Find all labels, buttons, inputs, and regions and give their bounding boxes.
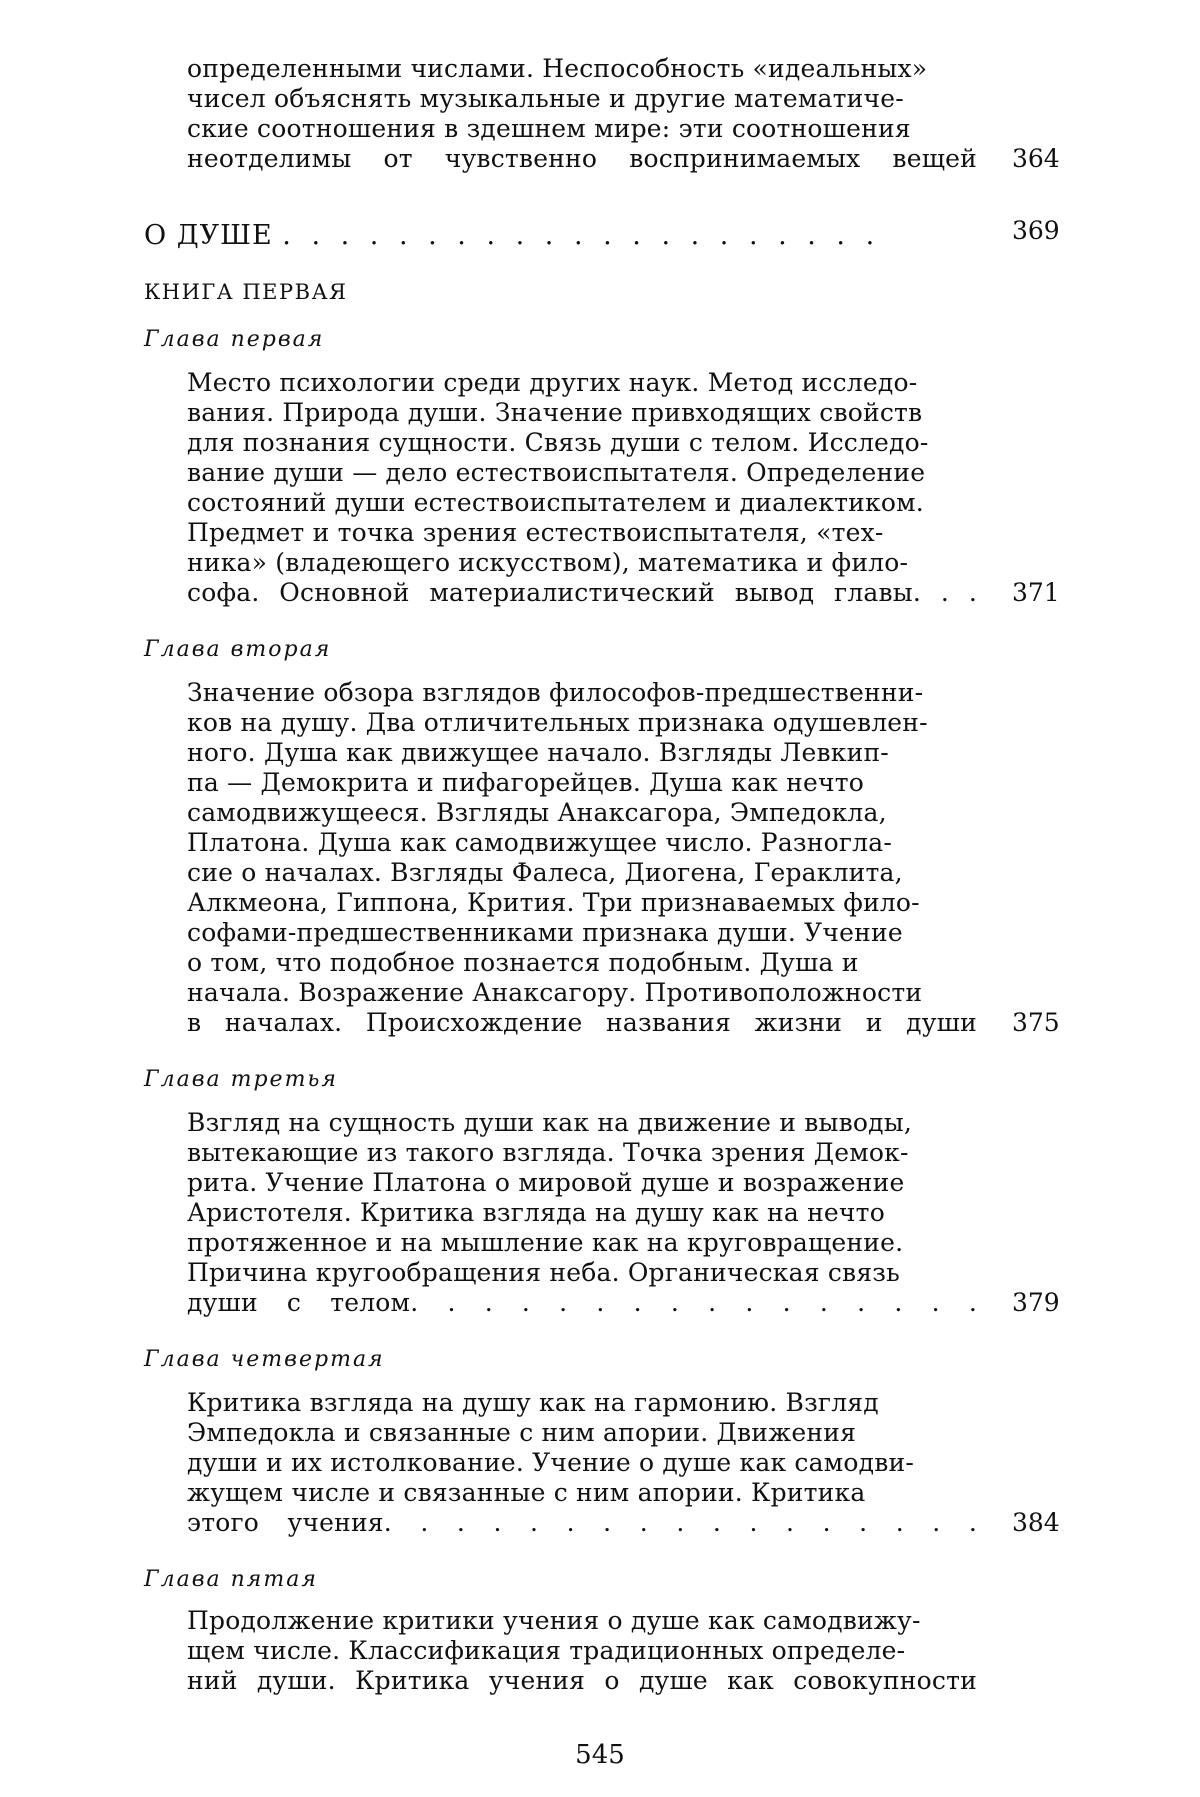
text-line: неотделимы от чувственно воспринимаемых вещей — [187, 144, 977, 173]
text-line: рита. Учение Платона о мировой душе и возражение — [187, 1168, 905, 1197]
page-number-ch3: 379 — [1012, 1288, 1060, 1317]
text-line: па — Демокрита и пифагорейцев. Душа как нечто — [187, 768, 865, 797]
toc-entry-ch4 — [187, 1388, 977, 1538]
leader-dots: . . . . . . . . . . . . . . . . . . . . . — [282, 220, 881, 251]
page-number-ch4: 384 — [1012, 1508, 1060, 1537]
toc-entry-top — [187, 54, 977, 174]
text-line: самодвижущееся. Взгляды Анаксагора, Эмпедокла, — [187, 798, 887, 827]
text-line: Место психологии среди других наук. Метод исследо- — [187, 368, 918, 397]
text-line: сие о началах. Взгляды Фалеса, Диогена, Гераклита, — [187, 858, 903, 887]
text-line: о том, что подобное познается подобным. Душа и — [187, 948, 859, 977]
text-line: Алкмеона, Гиппона, Крития. Три признаваемых фило- — [187, 888, 920, 917]
text-line: ний души. Критика учения о душе как совокупности — [187, 1666, 977, 1695]
section-heading — [144, 220, 880, 252]
text-line: ские соотношения в здешнем мире: эти соотношения — [187, 114, 911, 143]
toc-entry-ch3 — [187, 1108, 977, 1318]
text-line: Критика взгляда на душу как на гармонию. Взгляд — [187, 1388, 879, 1417]
text-line: Продолжение критики учения о душе как самодвижу- — [187, 1606, 921, 1635]
text-line: Аристотеля. Критика взгляда на душу как на нечто — [187, 1198, 885, 1227]
text-line: жущем числе и связанные с ним апории. Критика — [187, 1478, 866, 1507]
section-title: О ДУШЕ — [144, 220, 273, 251]
text-line: души и их истолкование. Учение о душе как самодви- — [187, 1448, 914, 1477]
text-line: щем числе. Классификация традиционных определе- — [187, 1636, 906, 1665]
text-line: протяженное и на мышление как на круговращение. — [187, 1228, 904, 1257]
text-line: для познания сущности. Связь души с телом. Исследо- — [187, 428, 929, 457]
text-line: Эмпедокла и связанные с ним апории. Движения — [187, 1418, 857, 1447]
text-line: ника» (владеющего искусством), математика и фило- — [187, 548, 909, 577]
chapter-title-3: Глава третья — [144, 1067, 338, 1092]
footer-page-number: 545 — [575, 1740, 625, 1770]
text-line: софами-предшественниками признака души. Учение — [187, 918, 903, 947]
page-number-ch2: 375 — [1012, 1008, 1060, 1037]
text-line: состояний души естествоиспытателем и диалектиком. — [187, 488, 924, 517]
chapter-title-4: Глава четвертая — [144, 1347, 385, 1372]
text-line: софа. Основной материалистический вывод главы. . . — [187, 578, 977, 607]
chapter-title-5: Глава пятая — [144, 1567, 318, 1592]
text-line: ного. Душа как движущее начало. Взгляды Левкип- — [187, 738, 889, 767]
chapter-title-2: Глава вторая — [144, 637, 332, 662]
text-line: Причина кругообращения неба. Органическая связь — [187, 1258, 900, 1287]
text-line: вания. Природа души. Значение привходящих свойств — [187, 398, 923, 427]
chapter-title-1: Глава первая — [144, 327, 325, 352]
text-line: этого учения. . . . . . . . . . . . . . . . . — [187, 1508, 977, 1537]
text-line: Платона. Душа как самодвижущее число. Разногла- — [187, 828, 893, 857]
text-line: Взгляд на сущность души как на движение и выводы, — [187, 1108, 912, 1137]
text-line: в началах. Происхождение названия жизни и души — [187, 1008, 977, 1037]
text-line: вытекающие из такого взгляда. Точка зрения Демок- — [187, 1138, 909, 1167]
text-line: ков на душу. Два отличительных признака одушевлен- — [187, 708, 928, 737]
toc-entry-ch1 — [187, 368, 977, 608]
text-line: начала. Возражение Анаксагору. Противоположности — [187, 978, 923, 1007]
text-line: Значение обзора взглядов философов-предшественни- — [187, 678, 924, 707]
page-number-top: 364 — [1012, 144, 1060, 173]
text-line: определенными числами. Неспособность «идеальных» — [187, 54, 928, 83]
text-line: чисел объяснять музыкальные и другие математиче- — [187, 84, 904, 113]
page-number-ch1: 371 — [1012, 578, 1060, 607]
toc-entry-ch5 — [187, 1606, 977, 1696]
text-line: вание души — дело естествоиспытателя. Определение — [187, 458, 926, 487]
text-line: души с телом. . . . . . . . . . . . . . . . — [187, 1288, 977, 1317]
toc-entry-ch2 — [187, 678, 977, 1038]
book-title: КНИГА ПЕРВАЯ — [144, 280, 348, 304]
text-line: Предмет и точка зрения естествоиспытателя, «тех- — [187, 518, 884, 547]
page-number-section: 369 — [1012, 216, 1060, 245]
